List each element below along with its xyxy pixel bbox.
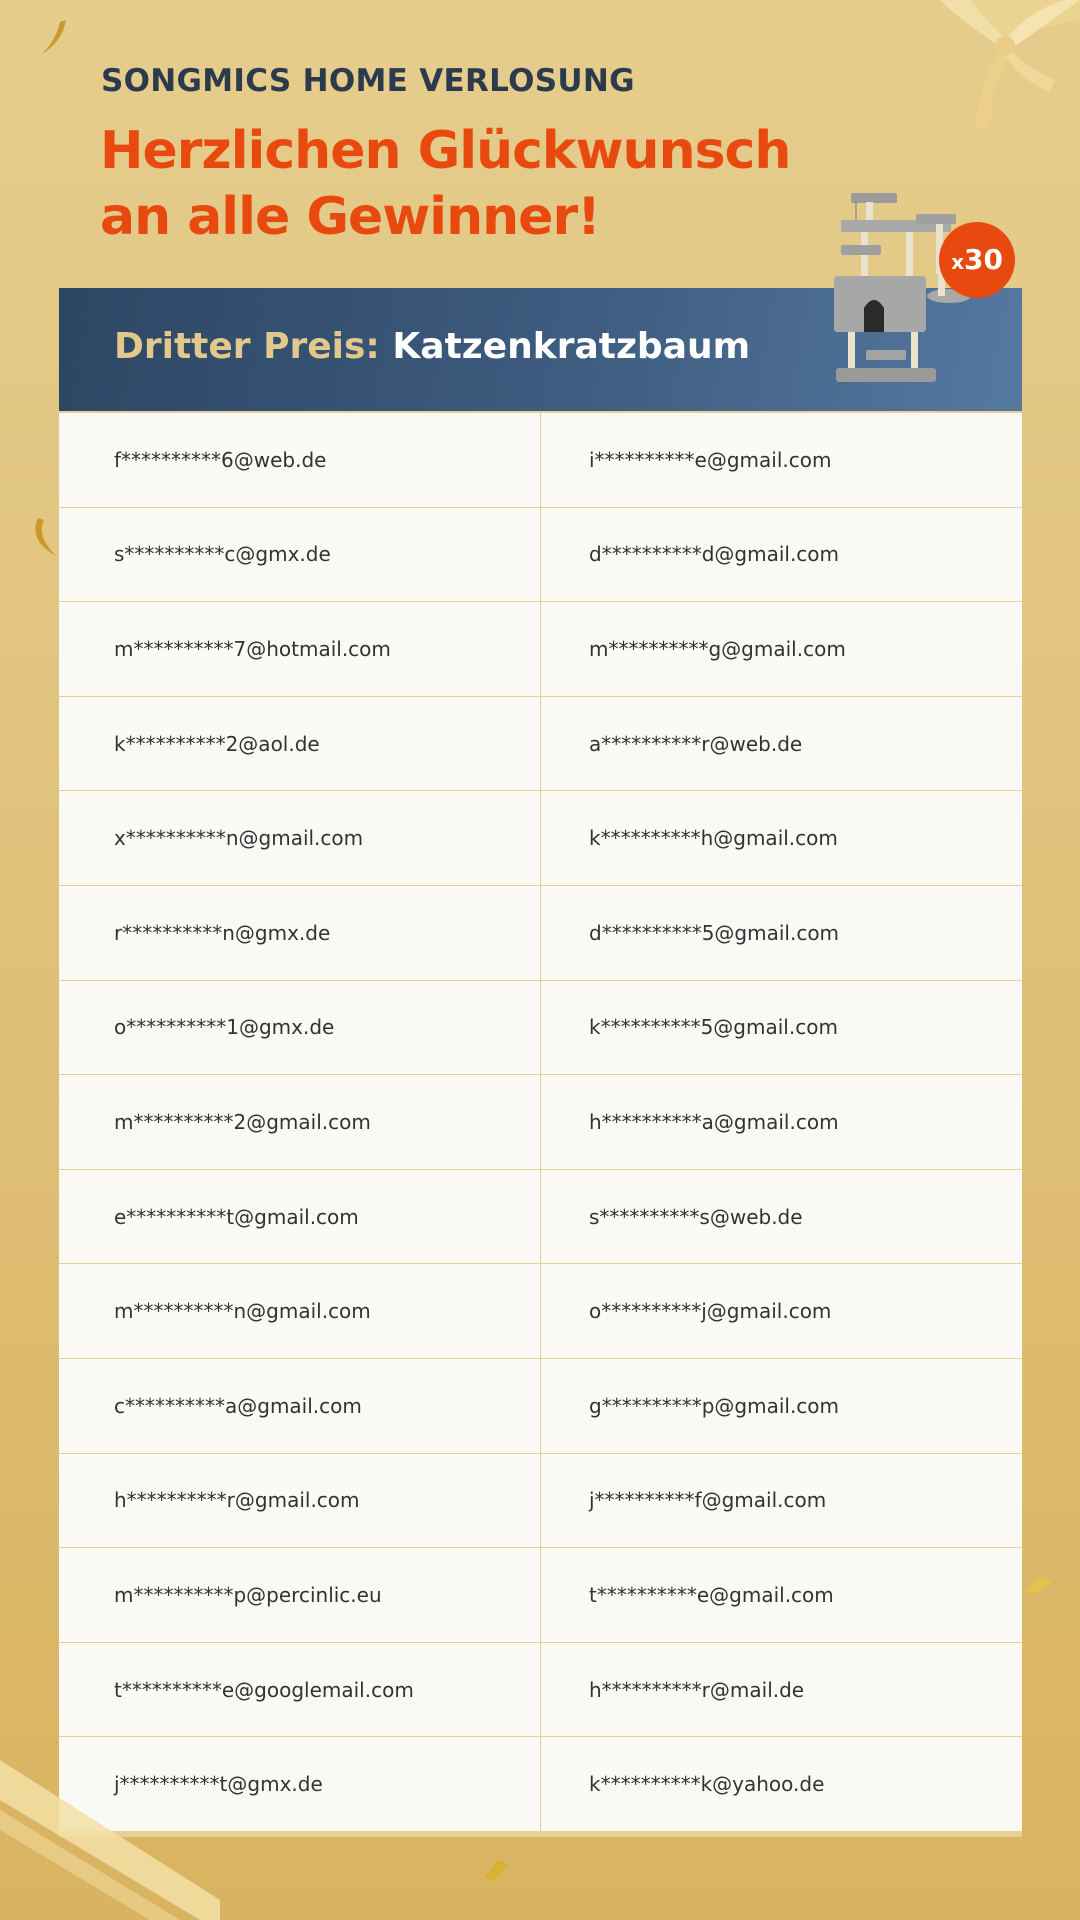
confetti-decoration xyxy=(480,1858,512,1882)
winner-email: g**********p@gmail.com xyxy=(541,1359,1022,1453)
headline-line-2: an alle Gewinner! xyxy=(100,187,600,247)
winner-email: t**********e@googlemail.com xyxy=(59,1643,540,1737)
winner-email: j**********f@gmail.com xyxy=(541,1454,1022,1548)
confetti-decoration xyxy=(36,18,70,58)
winner-email: h**********r@mail.de xyxy=(541,1643,1022,1737)
winner-email: m**********p@percinlic.eu xyxy=(59,1548,540,1642)
winner-email: m**********7@hotmail.com xyxy=(59,602,540,696)
headline-line-1: Herzlichen Glückwunsch xyxy=(100,121,791,181)
winner-email: o**********j@gmail.com xyxy=(541,1264,1022,1358)
winner-email: x**********n@gmail.com xyxy=(59,791,540,885)
winner-email: j**********t@gmx.de xyxy=(59,1737,540,1831)
winner-email: h**********a@gmail.com xyxy=(541,1075,1022,1169)
winner-email: k**********2@aol.de xyxy=(59,697,540,791)
ribbon-decoration xyxy=(0,1760,220,1920)
confetti-decoration xyxy=(26,516,60,562)
winner-email: h**********r@gmail.com xyxy=(59,1454,540,1548)
winner-email: t**********e@gmail.com xyxy=(541,1548,1022,1642)
winner-email: a**********r@web.de xyxy=(541,697,1022,791)
giveaway-kicker: SONGMICS HOME VERLOSUNG xyxy=(101,63,635,99)
winner-email: d**********5@gmail.com xyxy=(541,886,1022,980)
winner-email: m**********n@gmail.com xyxy=(59,1264,540,1358)
quantity-prefix: x xyxy=(951,250,964,274)
prize-quantity-badge xyxy=(939,222,1015,298)
prize-name: Katzenkratzbaum xyxy=(392,326,751,367)
winner-email: k**********5@gmail.com xyxy=(541,981,1022,1075)
winner-email: s**********c@gmx.de xyxy=(59,508,540,602)
winner-email: d**********d@gmail.com xyxy=(541,508,1022,602)
cat-tree-image xyxy=(826,190,976,395)
winner-email: c**********a@gmail.com xyxy=(59,1359,540,1453)
winner-email: k**********k@yahoo.de xyxy=(541,1737,1022,1831)
winner-email: i**********e@gmail.com xyxy=(541,413,1022,507)
page-title xyxy=(100,118,860,250)
prize-label: Dritter Preis: xyxy=(114,326,380,367)
winner-email: f**********6@web.de xyxy=(59,413,540,507)
winners-table xyxy=(59,411,1022,1837)
winner-email: o**********1@gmx.de xyxy=(59,981,540,1075)
winner-email: k**********h@gmail.com xyxy=(541,791,1022,885)
winner-email: m**********2@gmail.com xyxy=(59,1075,540,1169)
winner-email: r**********n@gmx.de xyxy=(59,886,540,980)
prize-heading xyxy=(114,326,750,367)
winner-email: s**********s@web.de xyxy=(541,1170,1022,1264)
confetti-decoration xyxy=(1022,1575,1054,1597)
quantity-number: 30 xyxy=(963,243,1003,276)
winner-email: m**********g@gmail.com xyxy=(541,602,1022,696)
winner-email: e**********t@gmail.com xyxy=(59,1170,540,1264)
gift-bow-decoration xyxy=(880,0,1080,140)
